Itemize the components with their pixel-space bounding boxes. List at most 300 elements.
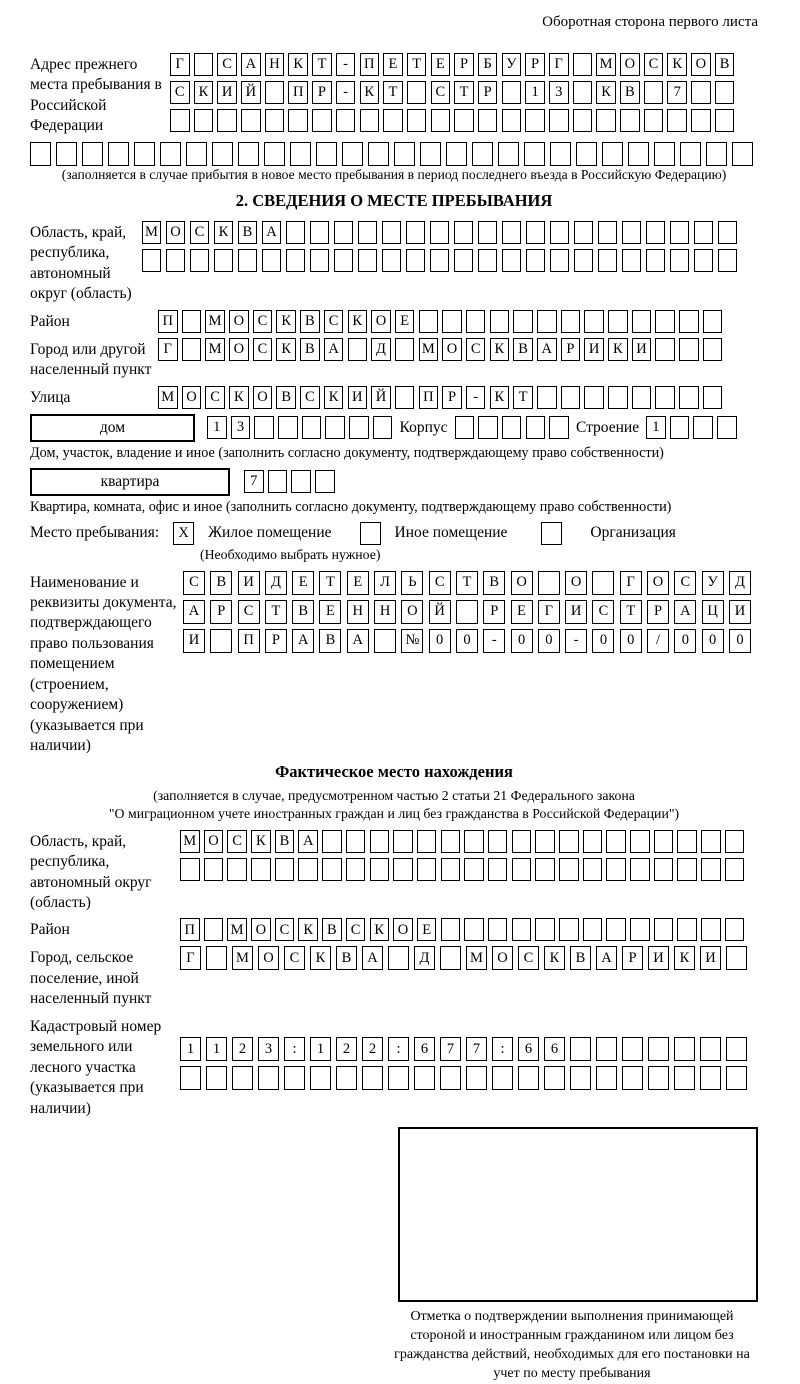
char-cell[interactable]: Р xyxy=(210,600,232,624)
char-cell[interactable] xyxy=(214,249,233,272)
char-cell[interactable] xyxy=(670,416,690,439)
char-cell[interactable]: Т xyxy=(319,571,341,595)
char-cell[interactable]: О xyxy=(393,918,413,941)
char-cell[interactable] xyxy=(170,109,190,132)
char-cell[interactable] xyxy=(160,142,181,166)
char-cell[interactable] xyxy=(325,416,345,439)
char-cell[interactable] xyxy=(655,386,675,409)
char-cell[interactable] xyxy=(598,221,617,244)
char-cell[interactable] xyxy=(488,858,508,881)
char-cell[interactable]: К xyxy=(324,386,344,409)
char-cell[interactable]: Д xyxy=(265,571,287,595)
char-cell[interactable] xyxy=(550,249,569,272)
char-cell[interactable]: И xyxy=(183,629,205,653)
char-cell[interactable]: С xyxy=(238,600,260,624)
char-cell[interactable] xyxy=(726,1037,747,1061)
char-cell[interactable] xyxy=(346,830,366,853)
char-cell[interactable]: Т xyxy=(454,81,474,104)
char-cell[interactable]: Г xyxy=(549,53,569,76)
char-cell[interactable]: В xyxy=(319,629,341,653)
char-cell[interactable]: С xyxy=(227,830,247,853)
char-cell[interactable] xyxy=(598,249,617,272)
char-cell[interactable]: 0 xyxy=(620,629,642,653)
char-cell[interactable] xyxy=(464,918,484,941)
char-cell[interactable] xyxy=(561,310,581,333)
char-cell[interactable]: 6 xyxy=(544,1037,565,1061)
char-cell[interactable] xyxy=(725,830,745,853)
char-cell[interactable] xyxy=(265,81,285,104)
char-cell[interactable] xyxy=(315,470,335,493)
char-cell[interactable] xyxy=(691,81,711,104)
char-cell[interactable] xyxy=(490,310,510,333)
char-cell[interactable]: К xyxy=(596,81,616,104)
char-cell[interactable]: Й xyxy=(371,386,391,409)
char-cell[interactable] xyxy=(440,946,461,970)
char-cell[interactable] xyxy=(284,1066,305,1090)
char-cell[interactable]: - xyxy=(483,629,505,653)
char-cell[interactable] xyxy=(478,416,498,439)
char-cell[interactable]: Р xyxy=(647,600,669,624)
char-cell[interactable]: Р xyxy=(454,53,474,76)
char-cell[interactable] xyxy=(278,416,298,439)
char-cell[interactable]: В xyxy=(620,81,640,104)
char-cell[interactable] xyxy=(454,221,473,244)
char-cell[interactable]: П xyxy=(158,310,178,333)
char-cell[interactable] xyxy=(395,338,415,361)
char-cell[interactable]: В xyxy=(570,946,591,970)
char-cell[interactable] xyxy=(454,249,473,272)
char-cell[interactable]: Д xyxy=(371,338,391,361)
char-cell[interactable] xyxy=(388,1066,409,1090)
char-cell[interactable] xyxy=(498,142,519,166)
char-cell[interactable] xyxy=(502,81,522,104)
char-cell[interactable]: О xyxy=(442,338,462,361)
char-cell[interactable] xyxy=(584,386,604,409)
char-cell[interactable]: М xyxy=(227,918,247,941)
char-cell[interactable] xyxy=(382,249,401,272)
char-cell[interactable]: К xyxy=(667,53,687,76)
char-cell[interactable]: О xyxy=(565,571,587,595)
char-cell[interactable] xyxy=(56,142,77,166)
char-cell[interactable] xyxy=(30,142,51,166)
char-cell[interactable] xyxy=(312,109,332,132)
char-cell[interactable] xyxy=(358,221,377,244)
char-cell[interactable]: 0 xyxy=(429,629,451,653)
char-cell[interactable]: 3 xyxy=(258,1037,279,1061)
char-cell[interactable] xyxy=(370,858,390,881)
char-cell[interactable] xyxy=(701,858,721,881)
char-cell[interactable]: К xyxy=(348,310,368,333)
char-cell[interactable] xyxy=(348,338,368,361)
char-cell[interactable] xyxy=(725,858,745,881)
char-cell[interactable]: 6 xyxy=(414,1037,435,1061)
char-cell[interactable]: Е xyxy=(383,53,403,76)
char-cell[interactable] xyxy=(441,830,461,853)
char-cell[interactable] xyxy=(715,81,735,104)
char-cell[interactable] xyxy=(286,249,305,272)
char-cell[interactable]: Е xyxy=(319,600,341,624)
char-cell[interactable] xyxy=(298,858,318,881)
char-cell[interactable]: В xyxy=(322,918,342,941)
char-cell[interactable]: № xyxy=(401,629,423,653)
char-cell[interactable] xyxy=(583,918,603,941)
char-cell[interactable]: М xyxy=(419,338,439,361)
char-cell[interactable] xyxy=(502,416,522,439)
char-cell[interactable] xyxy=(559,858,579,881)
char-cell[interactable] xyxy=(670,221,689,244)
char-cell[interactable] xyxy=(512,858,532,881)
char-cell[interactable] xyxy=(478,249,497,272)
char-cell[interactable] xyxy=(455,416,475,439)
char-cell[interactable]: М xyxy=(466,946,487,970)
char-cell[interactable] xyxy=(679,310,699,333)
char-cell[interactable] xyxy=(265,109,285,132)
char-cell[interactable]: Р xyxy=(442,386,462,409)
char-cell[interactable]: И xyxy=(584,338,604,361)
char-cell[interactable]: Р xyxy=(483,600,505,624)
char-cell[interactable] xyxy=(108,142,129,166)
char-cell[interactable] xyxy=(466,310,486,333)
char-cell[interactable]: / xyxy=(647,629,669,653)
char-cell[interactable] xyxy=(677,858,697,881)
char-cell[interactable] xyxy=(706,142,727,166)
char-cell[interactable]: М xyxy=(158,386,178,409)
char-cell[interactable]: 7 xyxy=(667,81,687,104)
char-cell[interactable] xyxy=(732,142,753,166)
char-cell[interactable] xyxy=(667,109,687,132)
char-cell[interactable]: А xyxy=(298,830,318,853)
char-cell[interactable]: О xyxy=(258,946,279,970)
char-cell[interactable] xyxy=(718,221,737,244)
char-cell[interactable]: О xyxy=(492,946,513,970)
char-cell[interactable]: 1 xyxy=(525,81,545,104)
char-cell[interactable]: Л xyxy=(374,571,396,595)
char-cell[interactable]: Г xyxy=(170,53,190,76)
char-cell[interactable]: О xyxy=(204,830,224,853)
char-cell[interactable] xyxy=(430,221,449,244)
char-cell[interactable] xyxy=(238,249,257,272)
char-cell[interactable]: А xyxy=(347,629,369,653)
char-cell[interactable] xyxy=(654,830,674,853)
char-cell[interactable]: В xyxy=(275,830,295,853)
char-cell[interactable]: С xyxy=(431,81,451,104)
char-cell[interactable]: М xyxy=(205,310,225,333)
char-cell[interactable] xyxy=(518,1066,539,1090)
other-premises-checkbox[interactable] xyxy=(360,522,381,545)
char-cell[interactable] xyxy=(417,858,437,881)
char-cell[interactable] xyxy=(360,109,380,132)
char-cell[interactable]: Т xyxy=(312,53,332,76)
char-cell[interactable] xyxy=(334,221,353,244)
char-cell[interactable] xyxy=(584,310,604,333)
char-cell[interactable] xyxy=(537,386,557,409)
char-cell[interactable]: С xyxy=(300,386,320,409)
char-cell[interactable] xyxy=(502,221,521,244)
char-cell[interactable] xyxy=(212,142,233,166)
char-cell[interactable]: Р xyxy=(312,81,332,104)
char-cell[interactable]: Г xyxy=(180,946,201,970)
char-cell[interactable] xyxy=(430,249,449,272)
char-cell[interactable]: С xyxy=(284,946,305,970)
char-cell[interactable] xyxy=(393,858,413,881)
char-cell[interactable] xyxy=(217,109,237,132)
char-cell[interactable]: : xyxy=(284,1037,305,1061)
char-cell[interactable] xyxy=(254,416,274,439)
char-cell[interactable]: 2 xyxy=(336,1037,357,1061)
char-cell[interactable] xyxy=(559,830,579,853)
char-cell[interactable]: - xyxy=(336,81,356,104)
char-cell[interactable]: А xyxy=(537,338,557,361)
char-cell[interactable]: О xyxy=(253,386,273,409)
char-cell[interactable] xyxy=(441,858,461,881)
char-cell[interactable] xyxy=(502,109,522,132)
char-cell[interactable] xyxy=(464,830,484,853)
char-cell[interactable]: А xyxy=(241,53,261,76)
char-cell[interactable]: О xyxy=(691,53,711,76)
char-cell[interactable]: Р xyxy=(525,53,545,76)
char-cell[interactable] xyxy=(394,142,415,166)
char-cell[interactable] xyxy=(670,249,689,272)
char-cell[interactable] xyxy=(440,1066,461,1090)
char-cell[interactable]: - xyxy=(466,386,486,409)
char-cell[interactable] xyxy=(190,249,209,272)
char-cell[interactable]: К xyxy=(251,830,271,853)
char-cell[interactable]: Р xyxy=(478,81,498,104)
char-cell[interactable]: С xyxy=(518,946,539,970)
char-cell[interactable] xyxy=(606,918,626,941)
char-cell[interactable]: О xyxy=(166,221,185,244)
char-cell[interactable]: 0 xyxy=(702,629,724,653)
char-cell[interactable]: В xyxy=(276,386,296,409)
char-cell[interactable]: Т xyxy=(407,53,427,76)
char-cell[interactable]: С xyxy=(324,310,344,333)
char-cell[interactable]: Г xyxy=(620,571,642,595)
char-cell[interactable]: 1 xyxy=(207,416,227,439)
char-cell[interactable] xyxy=(206,1066,227,1090)
char-cell[interactable] xyxy=(718,249,737,272)
char-cell[interactable]: С xyxy=(190,221,209,244)
char-cell[interactable] xyxy=(726,946,747,970)
char-cell[interactable]: В xyxy=(210,571,232,595)
char-cell[interactable] xyxy=(322,858,342,881)
char-cell[interactable]: П xyxy=(360,53,380,76)
char-cell[interactable]: И xyxy=(700,946,721,970)
char-cell[interactable] xyxy=(526,221,545,244)
char-cell[interactable] xyxy=(334,249,353,272)
char-cell[interactable] xyxy=(182,338,202,361)
char-cell[interactable] xyxy=(464,858,484,881)
char-cell[interactable] xyxy=(206,946,227,970)
char-cell[interactable] xyxy=(526,416,546,439)
char-cell[interactable] xyxy=(596,1037,617,1061)
char-cell[interactable] xyxy=(559,918,579,941)
char-cell[interactable] xyxy=(322,830,342,853)
char-cell[interactable] xyxy=(288,109,308,132)
char-cell[interactable]: А xyxy=(262,221,281,244)
char-cell[interactable]: М xyxy=(180,830,200,853)
char-cell[interactable] xyxy=(703,338,723,361)
char-cell[interactable]: К xyxy=(370,918,390,941)
char-cell[interactable]: И xyxy=(632,338,652,361)
char-cell[interactable] xyxy=(478,109,498,132)
char-cell[interactable]: Р xyxy=(622,946,643,970)
char-cell[interactable] xyxy=(700,1037,721,1061)
char-cell[interactable] xyxy=(701,830,721,853)
char-cell[interactable]: 0 xyxy=(456,629,478,653)
char-cell[interactable]: И xyxy=(217,81,237,104)
char-cell[interactable] xyxy=(446,142,467,166)
char-cell[interactable] xyxy=(644,109,664,132)
char-cell[interactable] xyxy=(694,249,713,272)
char-cell[interactable] xyxy=(238,142,259,166)
char-cell[interactable] xyxy=(395,386,415,409)
char-cell[interactable] xyxy=(630,918,650,941)
char-cell[interactable]: О xyxy=(371,310,391,333)
char-cell[interactable] xyxy=(358,249,377,272)
char-cell[interactable] xyxy=(608,310,628,333)
char-cell[interactable]: И xyxy=(729,600,751,624)
char-cell[interactable]: Т xyxy=(265,600,287,624)
char-cell[interactable] xyxy=(456,600,478,624)
char-cell[interactable]: 1 xyxy=(206,1037,227,1061)
char-cell[interactable]: У xyxy=(702,571,724,595)
char-cell[interactable] xyxy=(596,1066,617,1090)
char-cell[interactable] xyxy=(655,310,675,333)
char-cell[interactable]: Б xyxy=(478,53,498,76)
char-cell[interactable]: В xyxy=(336,946,357,970)
char-cell[interactable]: С xyxy=(253,338,273,361)
char-cell[interactable]: Е xyxy=(511,600,533,624)
char-cell[interactable]: 3 xyxy=(549,81,569,104)
char-cell[interactable]: Ц xyxy=(702,600,724,624)
char-cell[interactable]: 0 xyxy=(674,629,696,653)
char-cell[interactable] xyxy=(336,1066,357,1090)
char-cell[interactable]: К xyxy=(298,918,318,941)
char-cell[interactable] xyxy=(583,830,603,853)
char-cell[interactable]: А xyxy=(324,338,344,361)
char-cell[interactable]: К xyxy=(288,53,308,76)
char-cell[interactable] xyxy=(286,221,305,244)
char-cell[interactable] xyxy=(694,221,713,244)
char-cell[interactable]: С xyxy=(205,386,225,409)
char-cell[interactable] xyxy=(701,918,721,941)
char-cell[interactable] xyxy=(525,109,545,132)
char-cell[interactable] xyxy=(374,629,396,653)
char-cell[interactable]: О xyxy=(511,571,533,595)
char-cell[interactable] xyxy=(544,1066,565,1090)
char-cell[interactable] xyxy=(644,81,664,104)
char-cell[interactable]: 0 xyxy=(592,629,614,653)
char-cell[interactable] xyxy=(677,830,697,853)
char-cell[interactable] xyxy=(393,830,413,853)
char-cell[interactable] xyxy=(368,142,389,166)
char-cell[interactable]: Д xyxy=(729,571,751,595)
char-cell[interactable]: 2 xyxy=(232,1037,253,1061)
char-cell[interactable] xyxy=(488,830,508,853)
char-cell[interactable]: Н xyxy=(374,600,396,624)
char-cell[interactable] xyxy=(535,830,555,853)
char-cell[interactable] xyxy=(142,249,161,272)
char-cell[interactable] xyxy=(302,416,322,439)
char-cell[interactable]: А xyxy=(183,600,205,624)
char-cell[interactable] xyxy=(573,109,593,132)
char-cell[interactable] xyxy=(406,221,425,244)
char-cell[interactable]: К xyxy=(194,81,214,104)
char-cell[interactable] xyxy=(648,1037,669,1061)
organization-checkbox[interactable] xyxy=(541,522,562,545)
char-cell[interactable]: К xyxy=(276,310,296,333)
char-cell[interactable] xyxy=(646,221,665,244)
char-cell[interactable] xyxy=(180,858,200,881)
char-cell[interactable] xyxy=(382,221,401,244)
char-cell[interactable] xyxy=(227,858,247,881)
char-cell[interactable] xyxy=(602,142,623,166)
char-cell[interactable]: С xyxy=(183,571,205,595)
char-cell[interactable]: С xyxy=(275,918,295,941)
char-cell[interactable] xyxy=(549,416,569,439)
char-cell[interactable] xyxy=(524,142,545,166)
char-cell[interactable]: Е xyxy=(292,571,314,595)
char-cell[interactable] xyxy=(596,109,616,132)
char-cell[interactable] xyxy=(194,109,214,132)
char-cell[interactable] xyxy=(606,858,626,881)
char-cell[interactable]: Й xyxy=(241,81,261,104)
char-cell[interactable] xyxy=(182,310,202,333)
char-cell[interactable] xyxy=(82,142,103,166)
char-cell[interactable]: Е xyxy=(347,571,369,595)
char-cell[interactable]: : xyxy=(388,1037,409,1061)
char-cell[interactable]: П xyxy=(419,386,439,409)
char-cell[interactable] xyxy=(431,109,451,132)
char-cell[interactable] xyxy=(677,918,697,941)
char-cell[interactable]: - xyxy=(565,629,587,653)
char-cell[interactable] xyxy=(570,1037,591,1061)
char-cell[interactable] xyxy=(622,221,641,244)
char-cell[interactable] xyxy=(194,53,214,76)
char-cell[interactable]: Р xyxy=(265,629,287,653)
char-cell[interactable] xyxy=(258,1066,279,1090)
char-cell[interactable]: В xyxy=(715,53,735,76)
char-cell[interactable]: О xyxy=(182,386,202,409)
char-cell[interactable] xyxy=(725,918,745,941)
char-cell[interactable] xyxy=(550,221,569,244)
char-cell[interactable]: В xyxy=(300,338,320,361)
char-cell[interactable]: А xyxy=(292,629,314,653)
char-cell[interactable]: К xyxy=(544,946,565,970)
char-cell[interactable] xyxy=(674,1037,695,1061)
char-cell[interactable] xyxy=(492,1066,513,1090)
char-cell[interactable] xyxy=(454,109,474,132)
char-cell[interactable] xyxy=(700,1066,721,1090)
char-cell[interactable]: О xyxy=(251,918,271,941)
char-cell[interactable] xyxy=(679,386,699,409)
char-cell[interactable] xyxy=(180,1066,201,1090)
char-cell[interactable] xyxy=(628,142,649,166)
char-cell[interactable] xyxy=(370,830,390,853)
char-cell[interactable]: И xyxy=(348,386,368,409)
char-cell[interactable]: 1 xyxy=(180,1037,201,1061)
char-cell[interactable]: И xyxy=(238,571,260,595)
char-cell[interactable]: 6 xyxy=(518,1037,539,1061)
char-cell[interactable]: У xyxy=(502,53,522,76)
char-cell[interactable] xyxy=(655,338,675,361)
char-cell[interactable]: Г xyxy=(158,338,178,361)
char-cell[interactable] xyxy=(316,142,337,166)
char-cell[interactable]: В xyxy=(238,221,257,244)
char-cell[interactable]: Д xyxy=(414,946,435,970)
char-cell[interactable] xyxy=(210,629,232,653)
char-cell[interactable] xyxy=(186,142,207,166)
